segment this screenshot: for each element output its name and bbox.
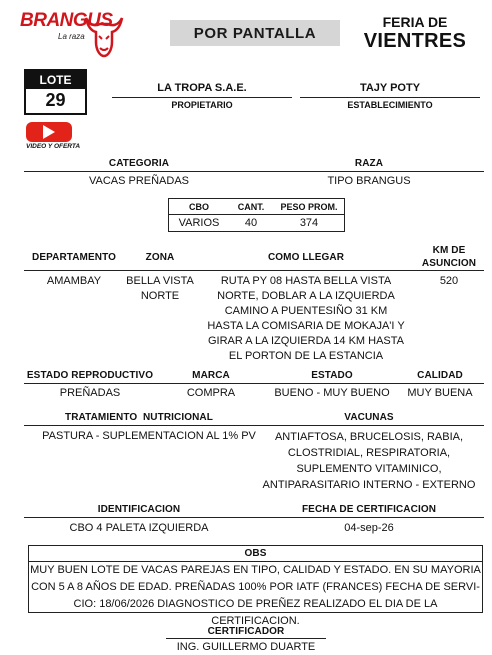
como-llegar-text	[196, 274, 416, 364]
bull-head-icon	[82, 12, 126, 58]
divider	[24, 383, 484, 384]
establishment-label: ESTABLECIMIENTO	[347, 100, 433, 110]
lote-number: 29	[45, 90, 66, 110]
lote-box	[24, 69, 87, 115]
stock-header-peso: PESO PROM.	[280, 202, 338, 212]
como-llegar-line: HASTA LA COMISARIA DE MOKAJA'I Y	[207, 320, 405, 332]
stock-header-cant: CANT.	[237, 202, 265, 212]
por-pantalla-banner: POR PANTALLA	[170, 20, 340, 46]
como-llegar-line: NORTE, DOBLAR A LA IZQUIERDA	[217, 290, 395, 302]
owner-label: PROPIETARIO	[171, 100, 233, 110]
event-title-line2: VIENTRES	[363, 30, 467, 52]
vacunas-label: VACUNAS	[344, 412, 394, 423]
como-llegar-line: GIRAR A LA IZQUIERDA 14 KM HASTA	[207, 335, 405, 347]
obs-label: OBS	[244, 548, 267, 559]
vacunas-line: SUPLEMENTO VITAMINICO,	[296, 463, 442, 475]
estado-value: BUENO - MUY BUENO	[274, 387, 390, 399]
divider	[24, 517, 484, 518]
tratamiento-label: TRATAMIENTO NUTRICIONAL	[65, 412, 213, 423]
vacunas-text	[254, 429, 484, 493]
brand-tagline: La raza	[58, 32, 85, 41]
como-llegar-line: EL PORTON DE LA ESTANCIA	[228, 350, 384, 362]
km-label-line1: KM DE	[432, 245, 466, 256]
divider	[24, 425, 484, 426]
raza-value: TIPO BRANGUS	[327, 175, 411, 187]
event-title-line1: FERIA DE	[382, 14, 448, 30]
departamento-value: AMAMBAY	[46, 275, 102, 287]
stock-value-cant: 40	[244, 217, 258, 229]
certificador-label: CERTIFICADOR	[207, 626, 285, 637]
km-label-line2: ASUNCION	[421, 258, 477, 269]
vacunas-line: ANTIPARASITARIO INTERNO - EXTERNO	[262, 479, 476, 491]
stock-table	[168, 198, 345, 232]
estado-label: ESTADO	[311, 370, 353, 381]
zona-label: ZONA	[145, 252, 175, 263]
obs-line: CIO: 18/06/2026 DIAGNOSTICO DE PREÑEZ REALIZADO EL DIA DE LA CERTIFICACION.	[73, 598, 438, 627]
marca-label: MARCA	[192, 370, 230, 381]
obs-line: CON 5 A 8 AÑOS DE EDAD. PREÑADAS 100% POR IATF (FRANCES) FECHA DE SERVI-	[31, 581, 480, 593]
categoria-value: VACAS PREÑADAS	[88, 175, 190, 187]
certificador-value: ING. GUILLERMO DUARTE	[176, 641, 316, 653]
stock-header-cbo: CBO	[189, 202, 209, 212]
departamento-label: DEPARTAMENTO	[32, 252, 116, 263]
tratamiento-value: PASTURA - SUPLEMENTACION AL 1% PV	[42, 430, 256, 442]
play-icon	[43, 125, 55, 139]
divider	[24, 270, 484, 271]
marca-value: COMPRA	[186, 387, 236, 399]
divider	[169, 214, 344, 215]
owner-name: LA TROPA S.A.E.	[157, 82, 247, 94]
calidad-value: MUY BUENA	[407, 387, 473, 399]
stock-value-peso: 374	[299, 217, 319, 229]
zona-value-line2: NORTE	[140, 290, 180, 302]
video-play-button[interactable]	[26, 122, 72, 142]
vacunas-line: CLOSTRIDIAL, RESPIRATORIA,	[287, 447, 451, 459]
divider	[166, 638, 326, 639]
brand-logo	[18, 8, 114, 58]
km-value: 520	[439, 275, 459, 287]
certificacion-value: 04-sep-26	[344, 522, 394, 534]
divider	[112, 97, 292, 98]
como-llegar-label: COMO LLEGAR	[267, 252, 345, 263]
estado-reproductivo-value: PREÑADAS	[59, 387, 121, 399]
vacunas-line: ANTIAFTOSA, BRUCELOSIS, RABIA,	[274, 431, 464, 443]
stock-value-cbo: VARIOS	[178, 217, 220, 229]
identificacion-value: CBO 4 PALETA IZQUIERDA	[69, 522, 209, 534]
brand-name: BRANGUS	[20, 10, 113, 31]
raza-label: RAZA	[354, 158, 384, 169]
divider	[300, 97, 480, 98]
obs-line: MUY BUEN LOTE DE VACAS PAREJAS EN TIPO, CALIDAD Y ESTADO. EN SU MAYORIA	[30, 564, 481, 576]
categoria-label: CATEGORIA	[108, 158, 170, 169]
establishment-name: TAJY POTY	[359, 82, 421, 94]
video-label[interactable]: VIDEO Y OFERTA	[26, 143, 81, 150]
lote-label: LOTE	[26, 71, 85, 89]
como-llegar-line: RUTA PY 08 HASTA BELLA VISTA	[220, 275, 392, 287]
obs-text	[29, 562, 482, 630]
obs-box	[28, 545, 483, 627]
divider	[24, 171, 484, 172]
certificacion-label: FECHA DE CERTIFICACION	[301, 504, 437, 515]
zona-value-line1: BELLA VISTA	[126, 275, 194, 287]
como-llegar-line: CAMINO A PUENTESIÑO 31 KM	[224, 305, 388, 317]
estado-reproductivo-label: ESTADO REPRODUCTIVO	[26, 370, 154, 381]
identificacion-label: IDENTIFICACION	[97, 504, 181, 515]
calidad-label: CALIDAD	[417, 370, 463, 381]
